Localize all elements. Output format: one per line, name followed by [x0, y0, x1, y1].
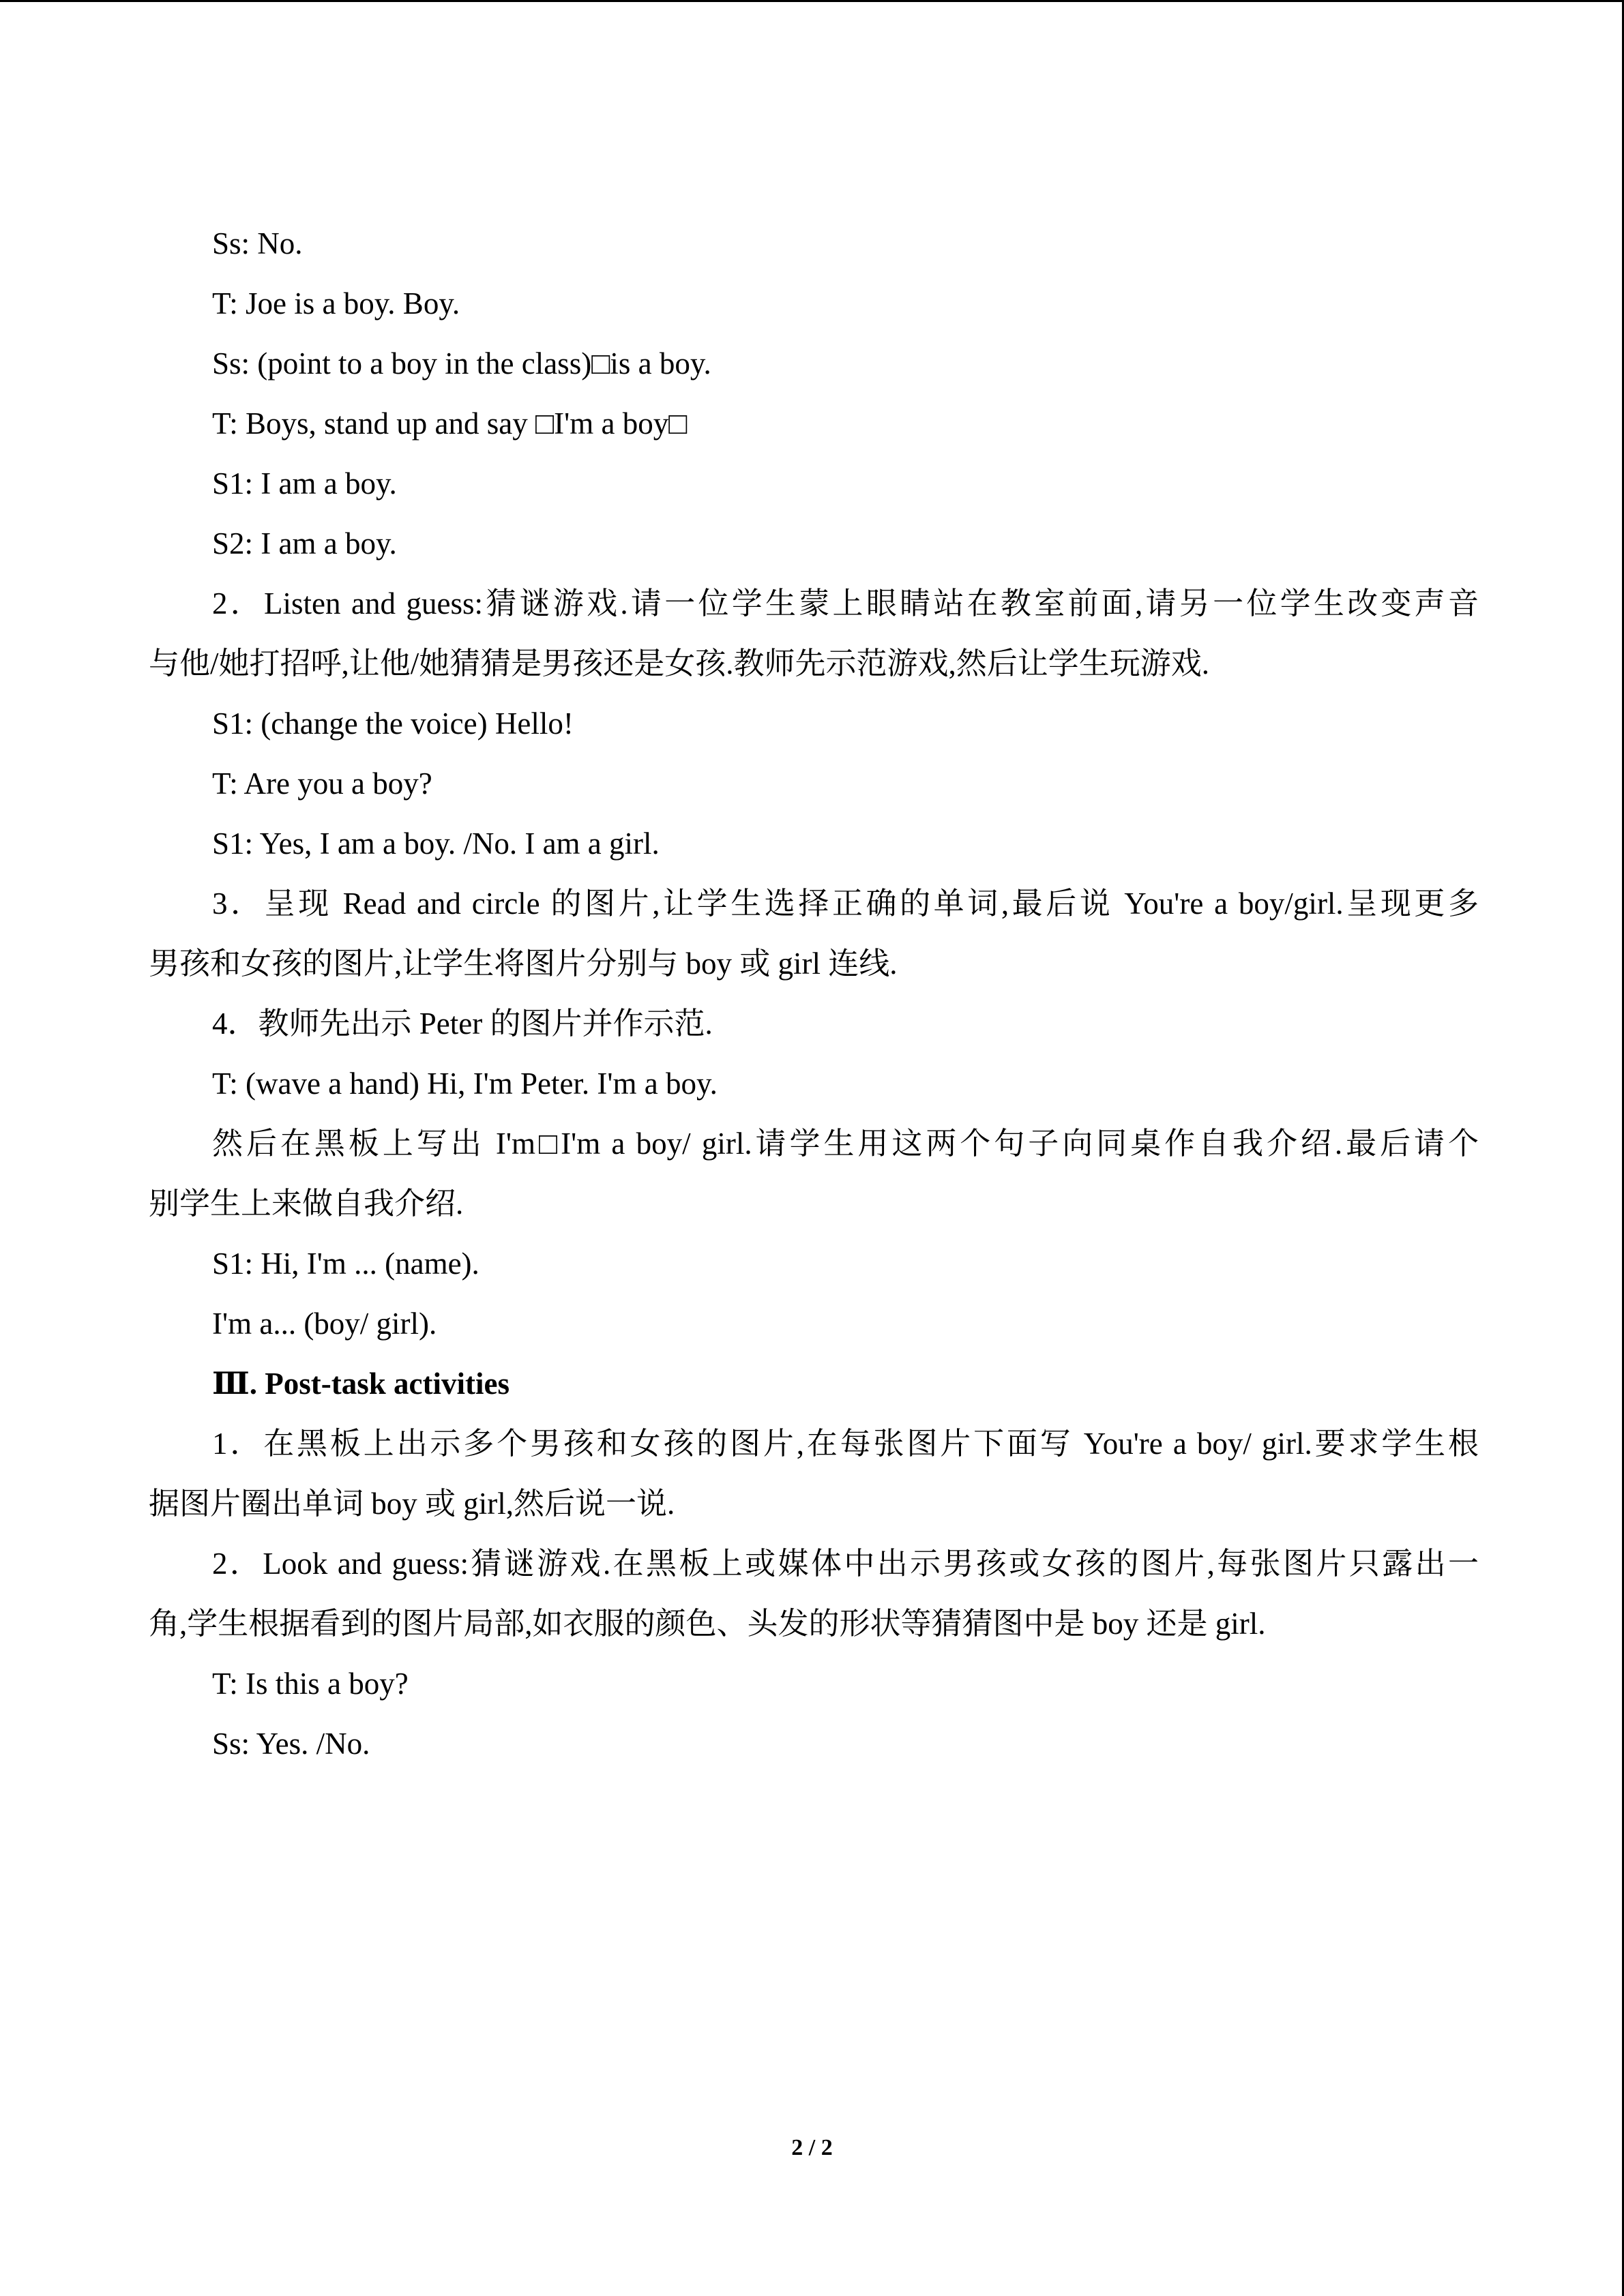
paragraph-line: 然后在黑板上写出 I'm□I'm a boy/ girl.请学生用这两个句子向同桌作自我介绍.最后请个: [212, 1127, 1479, 1161]
text-line: Ss: (point to a boy in the class)□is a boy.: [212, 346, 711, 381]
text-line: S1: Yes, I am a boy. /No. I am a girl.: [212, 826, 660, 861]
document-body: [149, 213, 1479, 1774]
paragraph-line: 与他/她打招呼,让他/她猜猜是男孩还是女孩.教师先示范游戏,然后让学生玩游戏.: [149, 646, 1210, 681]
text-line: S1: Hi, I'm ... (name).: [212, 1247, 479, 1281]
text-line: T: Are you a boy?: [212, 766, 432, 801]
text-line: Ss: Yes. /No.: [212, 1727, 370, 1761]
text-line: 4．教师先出示 Peter 的图片并作示范.: [212, 1007, 713, 1041]
text-line: T: (wave a hand) Hi, I'm Peter. I'm a boy.: [212, 1067, 718, 1101]
paragraph-line: 2．Look and guess:猜谜游戏.在黑板上或媒体中出示男孩或女孩的图片,每张图片只露出一: [212, 1547, 1479, 1581]
text-line: S1: I am a boy.: [212, 466, 397, 501]
text-line: T: Joe is a boy. Boy.: [212, 286, 460, 320]
paragraph-line: 角,学生根据看到的图片局部,如衣服的颜色、头发的形状等猜猜图中是 boy 还是 girl.: [149, 1607, 1266, 1641]
text-line: I'm a... (boy/ girl).: [212, 1307, 437, 1341]
section-heading: Ⅲ. Post-task activities: [212, 1367, 510, 1401]
text-line: S2: I am a boy.: [212, 526, 397, 561]
paragraph-line: 1．在黑板上出示多个男孩和女孩的图片,在每张图片下面写 You're a boy/ girl.要求学生根: [212, 1427, 1479, 1461]
paragraph-line: 别学生上来做自我介绍.: [149, 1187, 464, 1221]
paragraph-line: 据图片圈出单词 boy 或 girl,然后说一说.: [149, 1487, 675, 1521]
text-line: T: Is this a boy?: [212, 1667, 409, 1701]
paragraph-line: 男孩和女孩的图片,让学生将图片分别与 boy 或 girl 连线.: [149, 946, 898, 981]
text-line: S1: (change the voice) Hello!: [212, 706, 574, 741]
paragraph-line: 3．呈现 Read and circle 的图片,让学生选择正确的单词,最后说 You're a boy/girl.呈现更多: [212, 886, 1479, 921]
text-line: T: Boys, stand up and say □I'm a boy□: [212, 406, 688, 441]
text-line: Ss: No.: [212, 226, 303, 260]
paragraph-line: 2．Listen and guess:猜谜游戏.请一位学生蒙上眼睛站在教室前面,请另一位学生改变声音: [212, 586, 1479, 621]
page-number: 2 / 2: [791, 2135, 833, 2160]
